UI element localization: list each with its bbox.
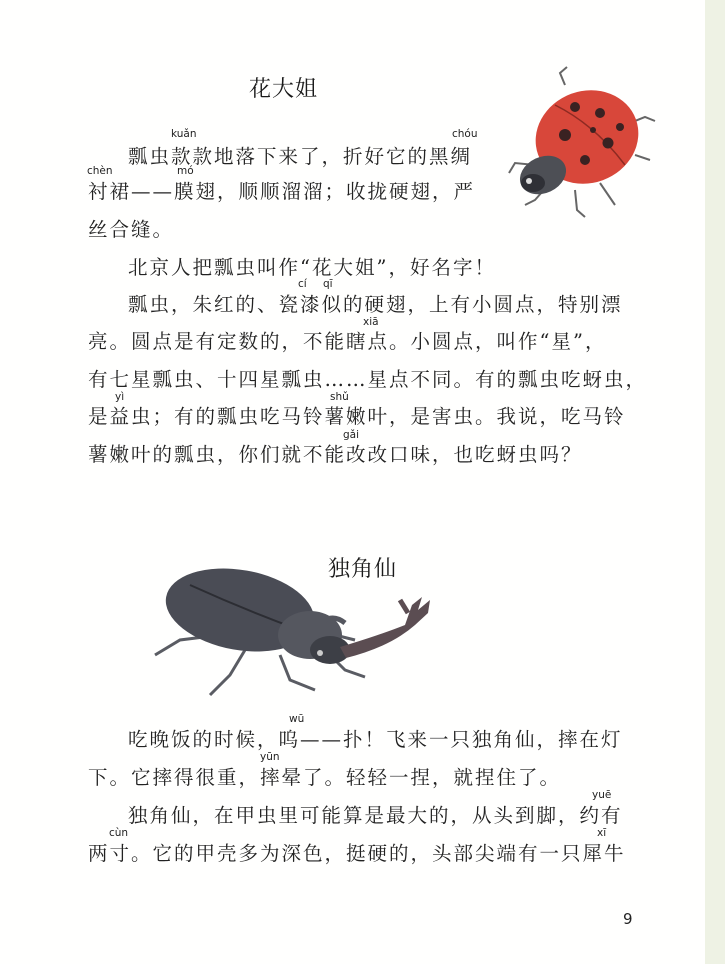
text-line: 吃晚饭的时候，呜——扑！飞来一只独角仙，摔在灯	[128, 728, 623, 751]
text-line: 瓢虫款款地落下来了，折好它的黑绸	[128, 145, 473, 168]
text-line: 独角仙，在甲虫里可能算是最大的，从头到脚，约有	[128, 804, 623, 827]
pinyin-annotation: shǔ	[330, 391, 349, 403]
text-line: 瓢虫，朱红的、瓷漆似的硬翅，上有小圆点，特别漂	[128, 293, 623, 316]
text-line: 丝合缝。	[88, 218, 175, 241]
rhinoceros-beetle-illustration	[150, 555, 450, 705]
pinyin-annotation: chóu	[452, 128, 478, 140]
text-line: 衬裙——膜翅，顺顺溜溜；收拢硬翅，严	[88, 180, 476, 203]
pinyin-annotation: yuē	[592, 789, 612, 801]
pinyin-annotation: wū	[289, 713, 305, 725]
section-title-rhinoceros-beetle: 独角仙	[328, 557, 398, 582]
pinyin-annotation: yì	[115, 391, 125, 403]
text-line: 是益虫；有的瓢虫吃马铃薯嫩叶，是害虫。我说，吃马铃	[88, 405, 626, 428]
pinyin-annotation: gǎi	[343, 429, 360, 441]
section-title-ladybug: 花大姐	[249, 77, 319, 102]
pinyin-annotation: xiā	[363, 316, 379, 328]
pinyin-annotation: qī	[323, 278, 333, 290]
ladybug-illustration	[505, 65, 660, 230]
text-line: 有七星瓢虫、十四星瓢虫……星点不同。有的瓢虫吃蚜虫，	[88, 368, 648, 391]
pinyin-annotation: cùn	[109, 827, 129, 839]
pinyin-annotation: kuǎn	[171, 128, 197, 140]
pinyin-annotation: chèn	[87, 165, 113, 177]
text-line: 薯嫩叶的瓢虫，你们就不能改改口味，也吃蚜虫吗？	[88, 443, 583, 466]
text-line: 两寸。它的甲壳多为深色，挺硬的，头部尖端有一只犀牛	[88, 842, 626, 865]
text-line: 下。它摔得很重，摔晕了。轻轻一捏，就捏住了。	[88, 766, 562, 789]
pinyin-annotation: yūn	[260, 751, 280, 763]
pinyin-annotation: xī	[597, 827, 607, 839]
pinyin-annotation: cí	[298, 278, 307, 290]
page-number: 9	[623, 910, 633, 928]
text-line: 北京人把瓢虫叫作“花大姐”，好名字！	[128, 256, 496, 279]
text-line: 亮。圆点是有定数的，不能瞎点。小圆点，叫作“星”，	[88, 330, 607, 353]
pinyin-annotation: mó	[177, 165, 194, 177]
page-margin-strip	[705, 0, 725, 964]
